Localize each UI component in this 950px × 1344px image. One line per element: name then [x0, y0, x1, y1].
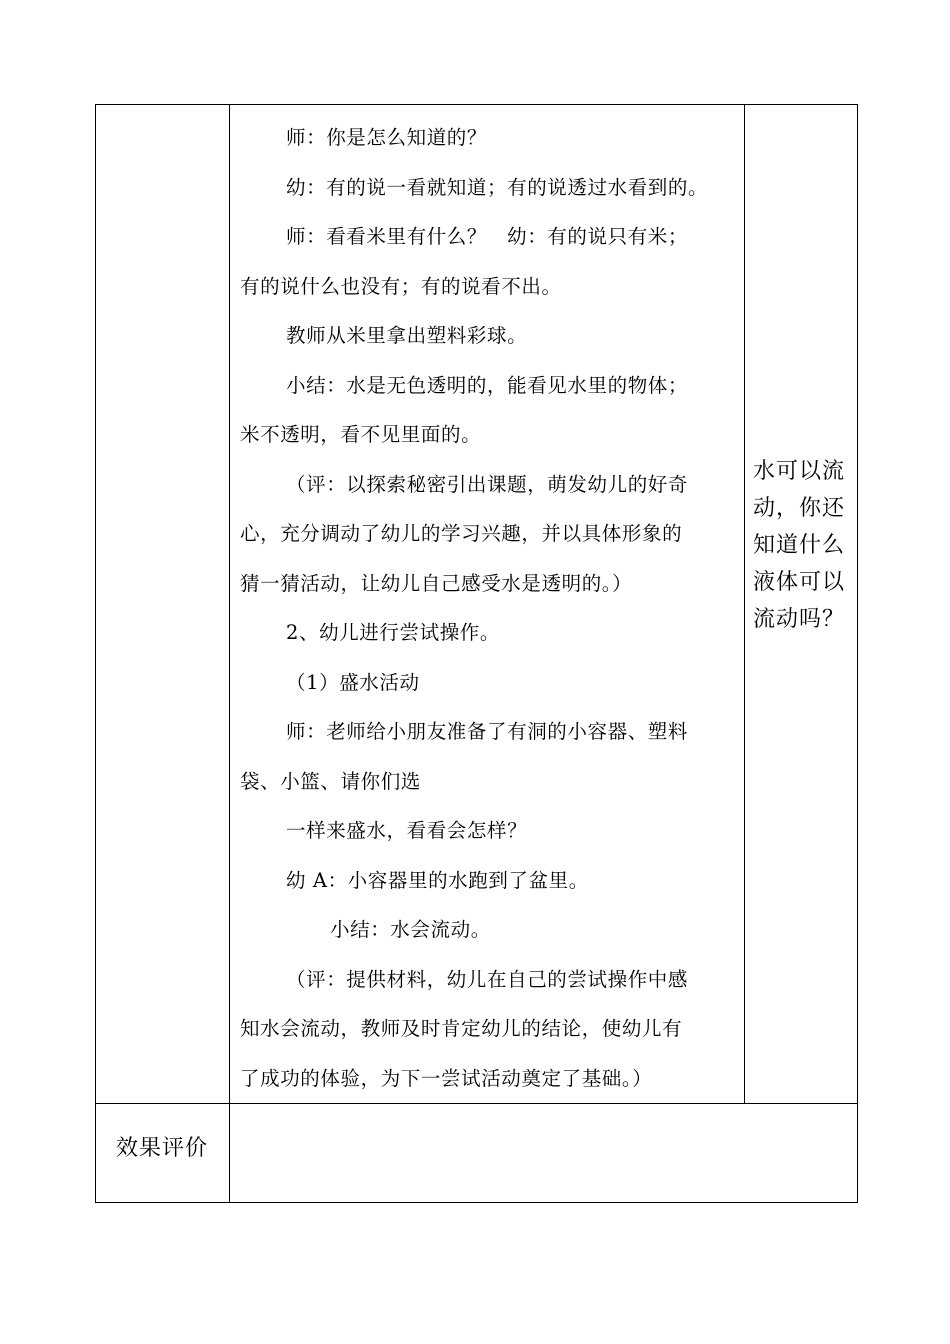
lesson-content-cell	[230, 105, 745, 1104]
side-note-cell	[745, 105, 858, 1104]
evaluation-label: 效果评价	[116, 1136, 209, 1161]
side-note-line: 液体可以	[753, 570, 846, 595]
content-line: 小结：水是无色透明的，能看见水里的物体；	[286, 373, 689, 397]
content-line: 猜一猜活动，让幼儿自己感受水是透明的。）	[240, 571, 633, 595]
content-line: 2、幼儿进行尝试操作。	[286, 621, 501, 644]
content-line: 师：看看米里有什么？ 幼：有的说只有米；	[286, 225, 689, 248]
content-line: 有的说什么也没有；有的说看不出。	[240, 274, 562, 298]
side-note-line: 知道什么	[753, 533, 846, 558]
side-note	[753, 453, 845, 638]
side-note-line: 流动吗？	[753, 607, 846, 632]
evaluation-row	[96, 1104, 858, 1203]
side-note-line: 水可以流	[753, 459, 846, 484]
content-line: 教师从米里拿出塑料彩球。	[286, 324, 528, 347]
lesson-table	[95, 104, 858, 1203]
content-line: 幼 A：小容器里的水跑到了盆里。	[286, 868, 589, 892]
content-line: 小结：水会流动。	[330, 918, 491, 941]
content-line: 袋、小篮、请你们选	[240, 769, 421, 793]
lesson-content	[230, 105, 744, 1103]
evaluation-content-cell	[230, 1104, 858, 1203]
content-line: 米不透明，看不见里面的。	[240, 423, 482, 446]
content-line: 师：你是怎么知道的？	[286, 126, 488, 149]
left-empty-cell	[96, 105, 230, 1104]
evaluation-label-cell	[96, 1104, 230, 1203]
content-line: 了成功的体验，为下一尝试活动奠定了基础。）	[240, 1066, 653, 1090]
content-line: 幼：有的说一看就知道；有的说透过水看到的。	[286, 175, 709, 199]
content-line: 一样来盛水，看看会怎样？	[286, 819, 528, 842]
lesson-row	[96, 105, 858, 1104]
content-line: 知水会流动，教师及时肯定幼儿的结论，使幼儿有	[240, 1017, 683, 1040]
content-line: 师：老师给小朋友准备了有洞的小容器、塑料	[286, 720, 689, 743]
content-line: （评：提供材料，幼儿在自己的尝试操作中感	[286, 967, 689, 991]
content-line: （1）盛水活动	[286, 670, 420, 694]
content-line: 心，充分调动了幼儿的学习兴趣，并以具体形象的	[240, 522, 683, 545]
content-line: （评：以探索秘密引出课题，萌发幼儿的好奇	[286, 472, 689, 496]
side-note-line: 动，你还	[753, 496, 846, 521]
